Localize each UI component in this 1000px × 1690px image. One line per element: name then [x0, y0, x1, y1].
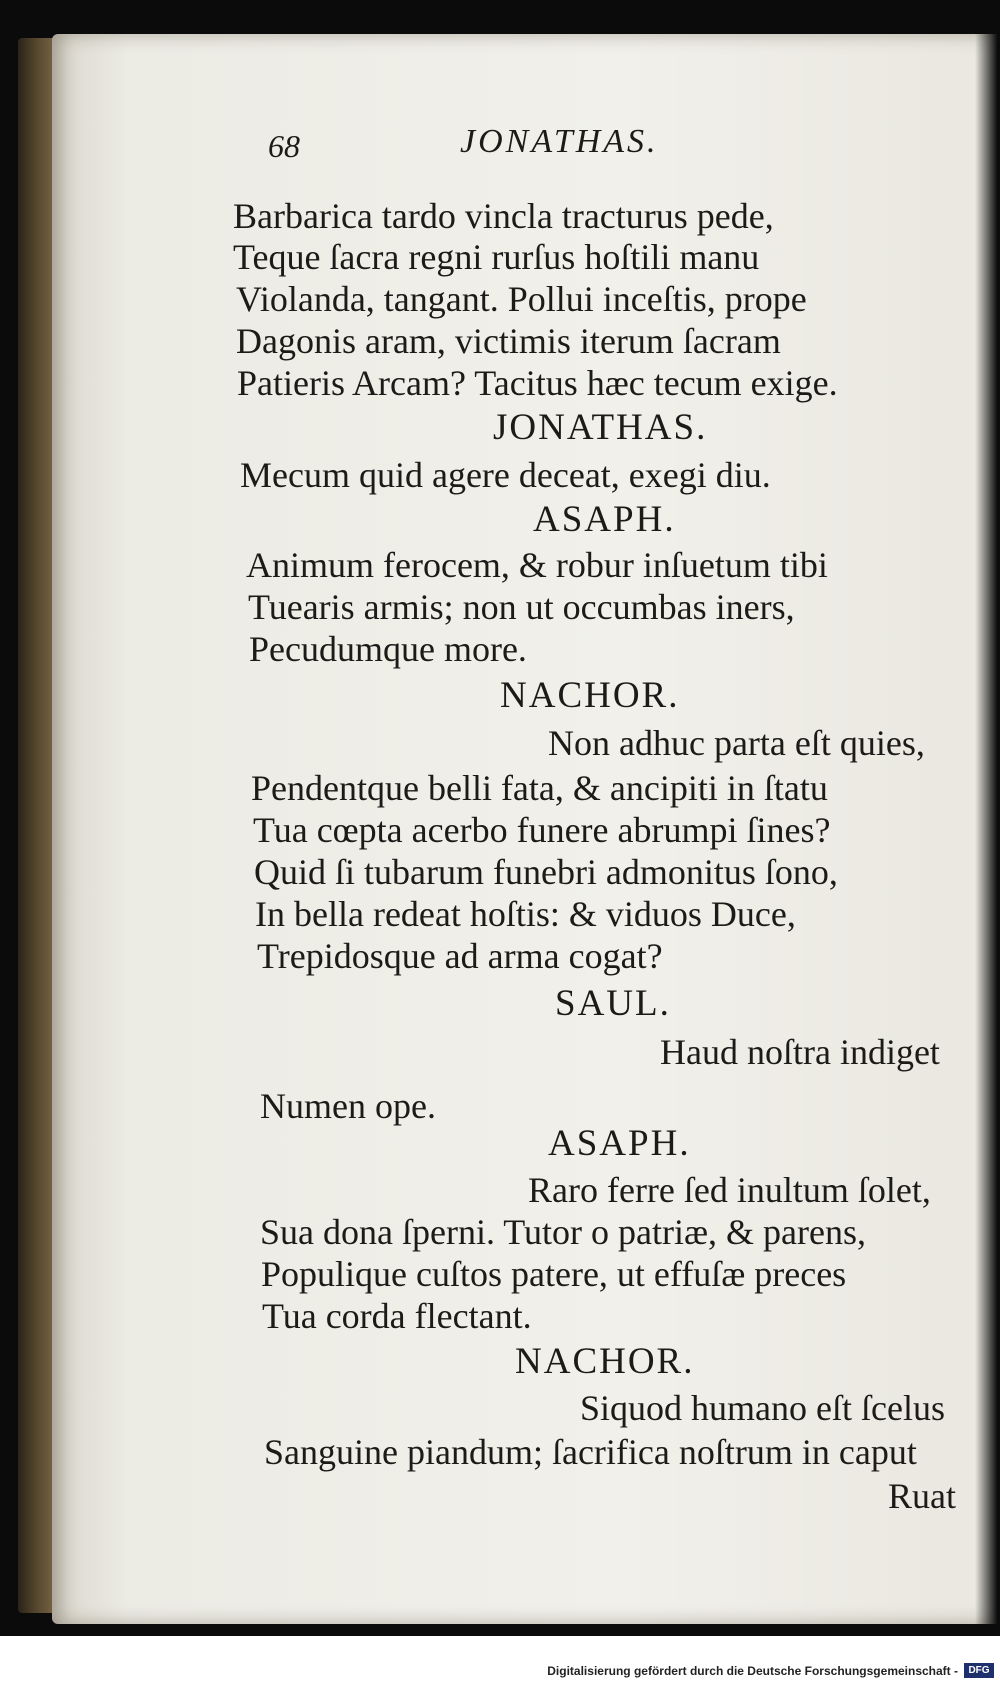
verse-line: Pecudumque more. — [249, 629, 527, 669]
speaker-name: JONATHAS. — [493, 407, 708, 448]
gutter-shadow — [975, 0, 1000, 1636]
speaker-name: NACHOR. — [500, 675, 680, 716]
catchword: Ruat — [888, 1476, 956, 1516]
speaker-name: ASAPH. — [548, 1123, 691, 1164]
verse-line: Tua corda flectant. — [262, 1296, 532, 1336]
verse-line: Haud noſtra indiget — [660, 1032, 940, 1072]
verse-line: Raro ferre ſed inultum ſolet, — [528, 1170, 931, 1210]
verse-line: Siquod humano eſt ſcelus — [580, 1388, 945, 1428]
speaker-name: NACHOR. — [515, 1341, 695, 1382]
verse-line: Teque ſacra regni rurſus hoſtili manu — [233, 237, 760, 277]
verse-line: Barbarica tardo vincla tracturus pede, — [233, 196, 774, 236]
verse-line: Pendentque belli fata, & ancipiti in ſtatu — [251, 768, 828, 808]
verse-line: Mecum quid agere deceat, exegi diu. — [240, 455, 771, 495]
verse-line: Tuearis armis; non ut occumbas iners, — [248, 587, 795, 627]
verse-line: Quid ſi tubarum funebri admonitus ſono, — [254, 852, 838, 892]
verse-line: Animum ferocem, & robur inſuetum tibi — [246, 545, 828, 585]
verse-line: Populique cuſtos patere, ut effuſæ preces — [261, 1254, 847, 1294]
speaker-name: SAUL. — [555, 983, 671, 1024]
verse-line: In bella redeat hoſtis: & viduos Duce, — [255, 894, 796, 934]
verse-line: Numen ope. — [260, 1086, 436, 1126]
verse-line: Dagonis aram, victimis iterum ſacram — [236, 321, 781, 361]
page-number: 68 — [268, 128, 300, 164]
verse-line: Sua dona ſperni. Tutor o patriæ, & parens, — [260, 1212, 866, 1252]
funding-credit: Digitalisierung gefördert durch die Deutsche Forschungsgemeinschaft - — [547, 1664, 958, 1678]
dfg-logo: DFG — [964, 1663, 994, 1678]
verse-line: Trepidosque ad arma cogat? — [257, 936, 663, 976]
running-title: JONATHAS. — [460, 123, 659, 160]
verse-line: Sanguine piandum; ſacrifica noſtrum in caput — [264, 1432, 917, 1472]
verse-line: Violanda, tangant. Pollui inceſtis, prope — [236, 279, 807, 319]
verse-line: Patieris Arcam? Tacitus hæc tecum exige. — [237, 363, 838, 403]
verse-line: Non adhuc parta eſt quies, — [548, 723, 925, 763]
speaker-name: ASAPH. — [533, 499, 676, 540]
verse-line: Tua cœpta acerbo funere abrumpi ſines? — [253, 810, 831, 850]
